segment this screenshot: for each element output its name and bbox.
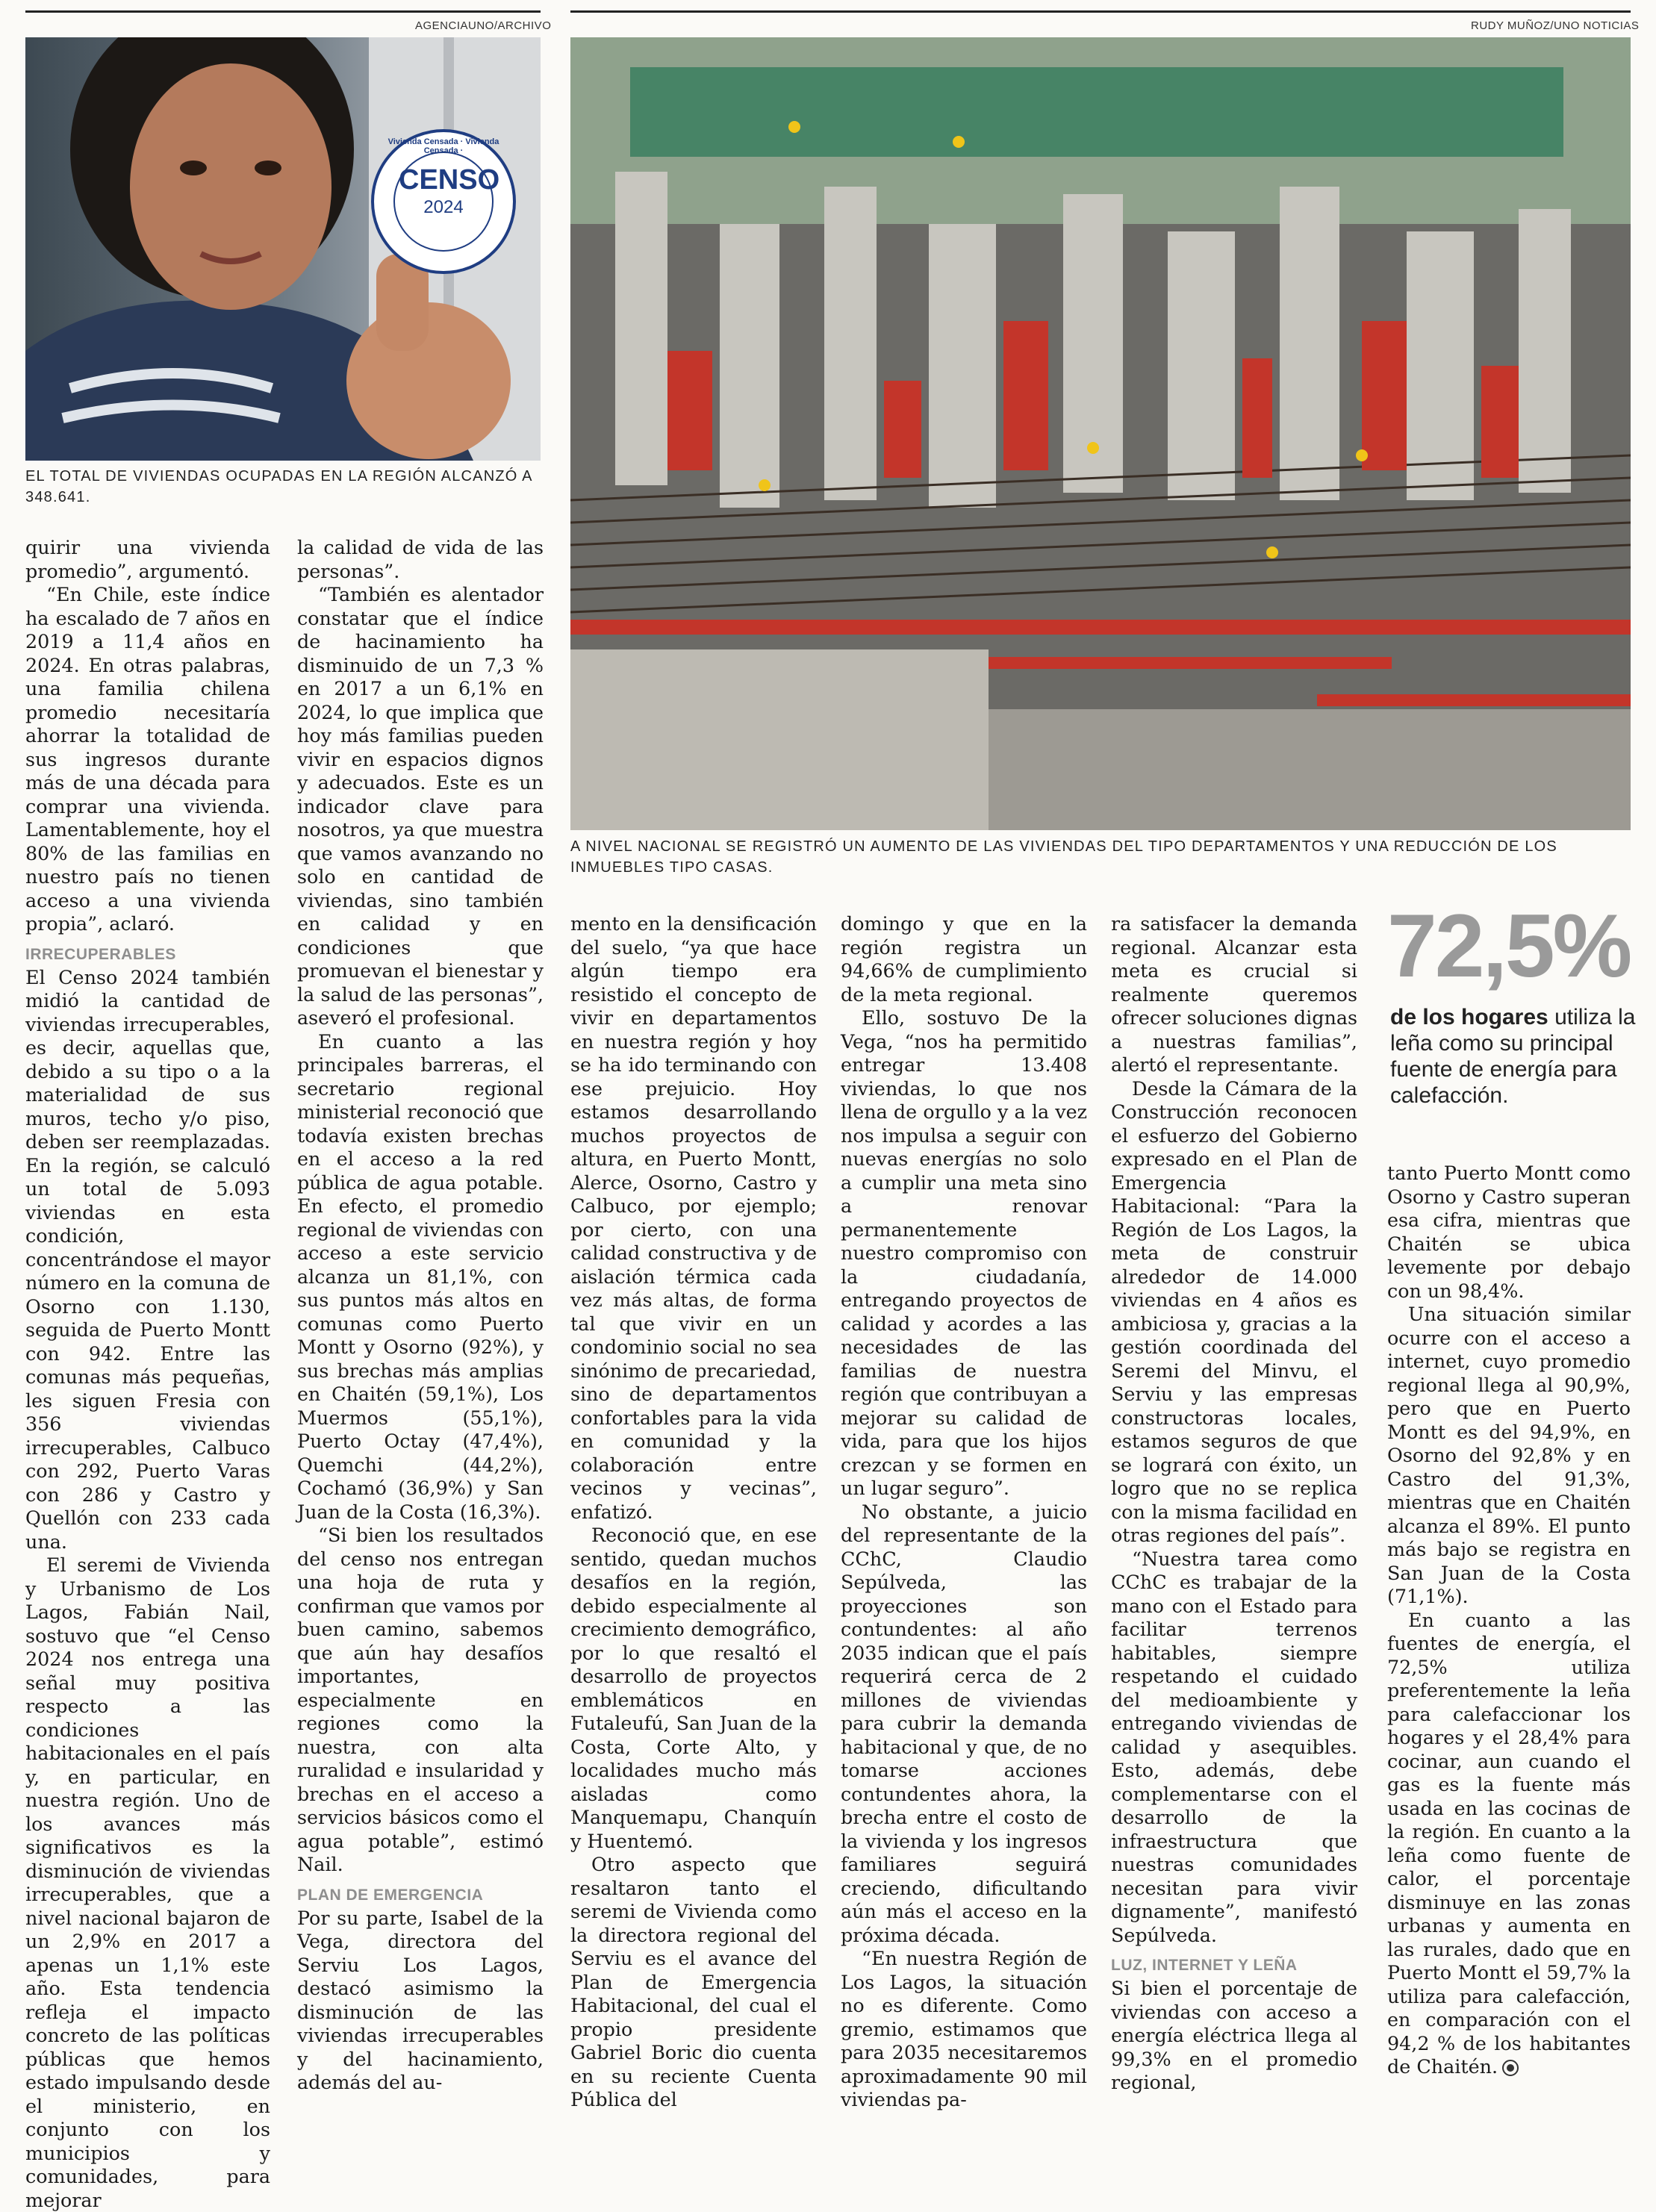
col1-paragraph: quirir una vivienda promedio”, argumentó. — [25, 536, 270, 582]
top-rule-right — [570, 10, 1631, 13]
top-rule-left — [25, 10, 541, 13]
photo-credit-right: RUDY MUÑOZ/UNO NOTICIAS — [1471, 19, 1640, 32]
col4-paragraph: domingo y que en la región registra un 94,66% de cumplimiento de la meta regional. — [841, 912, 1087, 1006]
census-photo-illustration — [25, 37, 541, 461]
col5-paragraph: “Nuestra tarea como CChC es trabajar de la mano con el Estado para facilitar terrenos habitables, siempre respetando el cuidado del medioambiente y entregando viviendas de calidad y asequibles. Esto, además, debe complementarse con el desarrollo de la infraestructura que nuestras comunidades necesitan para vivir dignamente”, manifestó Sepúlveda. — [1111, 1547, 1357, 1946]
col2-paragraph: “Si bien los resultados del censo nos entregan una hoja de ruta y confirman que vamos por buen camino, sabemos que aún hay desafíos importantes, especialmente en regiones como la nuestra, con alta ruralidad e insularidad y brechas en el acceso a servicios básicos como el agua potable”, estimó Nail. — [297, 1524, 544, 1875]
col3-paragraph: Otro aspecto que resaltaron tanto el seremi de Vivienda como la directora regional del Serviu es el avance del Plan de Emergencia Habitacional, del cual el propio presidente Gabriel Boric dio cuenta en su reciente Cuenta Pública del — [570, 1853, 817, 2110]
article-column-1 — [25, 536, 270, 2212]
col6-paragraph: tanto Puerto Montt como Osorno y Castro superan esa cifra, mientras que Chaitén se ubica levemente por debajo con un 98,4%. — [1387, 1162, 1631, 1302]
col1-paragraph: El seremi de Vivienda y Urbanismo de Los Lagos, Fabián Nail, sostuvo que “el Censo 2024 nos entrega una señal muy positiva respecto a las condiciones habitacionales en el país y, en particular, en nuestra región. Uno de los avances más significativos es la disminución de viviendas irrecuperables, que a nivel nacional bajaron de un 2,9% en 2017 a apenas un 1,1% este año. Esta tendencia refleja el impacto concreto de las políticas públicas que hemos estado impulsando desde el ministerio, en conjunto con los municipios y comunidades, para mejorar — [25, 1554, 270, 2211]
highlight-stat-rest: utiliza la leña como su principal fuente de energía para calefacción. — [1390, 1005, 1636, 1108]
col3-paragraph: mento en la densificación del suelo, “ya que hace algún tiempo era resistido el concepto de vivir en departamentos en nuestra región y hoy se ha ido terminando con ese prejuicio. Hoy estamos desarrollando muchos proyectos de altura, en Puerto Montt, Alerce, Osorno, Castro y Calbuco, por ejemplo; por cierto, con una calidad constructiva y de aislación térmica cada vez más altas, de forma tal que vivir en un condominio social no sea sinónimo de precariedad, sino de departamentos confortables para la vida en comunidad y la colaboración entre vecinos y vecinas”, enfatizó. — [570, 912, 817, 1523]
col2-paragraph: “También es alentador constatar que el índice de hacinamiento ha disminuido de un 7,3 % en 2017 a un 6,1% en 2024, lo que implica que hoy más familias pueden vivir en espacios dignos y adecuados. Este es un indicador clave para nosotros, ya que muestra que vamos avanzando no solo en cantidad de viviendas, sino también en calidad y en condiciones que promuevan el bienestar y la salud de las personas”, aseveró el profesional. — [297, 583, 544, 1029]
col6-paragraph — [1387, 1609, 1631, 2079]
col2-paragraph: Por su parte, Isabel de la Vega, directora del Serviu Los Lagos, destacó asimismo la disminución de las viviendas irrecuperables y del hacinamiento, además del au- — [297, 1906, 544, 2093]
col5-paragraph: ra satisfacer la demanda regional. Alcanzar esta meta es crucial si realmente queremos ofrecer soluciones dignas a nuestras familias”, alertó el representante. — [1111, 912, 1357, 1076]
col2-paragraph: la calidad de vida de las personas”. — [297, 536, 544, 582]
subhead-plan-de-emergencia: PLAN DE EMERGENCIA — [297, 1886, 484, 1904]
col4-paragraph: “En nuestra Región de Los Lagos, la situación no es diferente. Como gremio, estimamos que para 2035 necesitaremos aproximadamente 90 mil viviendas pa- — [841, 1947, 1087, 2110]
subhead-irrecuperables: IRRECUPERABLES — [25, 945, 176, 963]
sticker-title: CENSO — [399, 164, 500, 196]
sticker-year: 2024 — [423, 197, 464, 217]
highlight-stat-bold: de los hogares — [1390, 1005, 1548, 1029]
article-column-5 — [1111, 912, 1357, 2095]
col1-paragraph: “En Chile, este índice ha escalado de 7 años en 2019 a 11,4 años en 2024. En otras palabras, una familia chilena promedio necesitaría ahorrar la totalidad de sus ingresos durante más de una década para comprar una vivienda. Lamentablemente, hoy el 80% de las familias en nuestro país no tienen acceso a una vivienda propia”, aclaró. — [25, 583, 270, 935]
col2-paragraph: En cuanto a las principales barreras, el secretario regional ministerial reconoció que todavía existen brechas en el acceso a la red pública de agua potable. En efecto, el promedio regional de viviendas con acceso a este servicio alcanza un 81,1%, con sus puntos más altos en comunas como Puerto Montt y Osorno (92%), y sus brechas más amplias en Chaitén (59,1%), Los Muermos (55,1%), Puerto Octay (47,4%), Quemchi (44,2%), Cochamó (36,9%) y San Juan de la Costa (16,3%). — [297, 1029, 544, 1523]
col3-paragraph: Reconoció que, en ese sentido, quedan muchos desafíos en la región, debido especialmente al crecimiento demográfico, por lo que resaltó el desarrollo de proyectos emblemáticos en Futaleufú, San Juan de la Costa, Corte Alto, y localidades mucho más aisladas como Manquemapu, Chanquín y Huentemó. — [570, 1524, 817, 1852]
article-column-6 — [1387, 1162, 1631, 2079]
photo-credit-left: AGENCIAUNO/ARCHIVO — [415, 19, 552, 32]
highlight-stat-value: 72,5% — [1387, 896, 1631, 996]
end-of-article-icon — [1502, 2060, 1519, 2076]
col4-paragraph: Ello, sostuvo De la Vega, “nos ha permitido entregar 13.408 viviendas, lo que nos llena de orgullo y a la vez nos impulsa a seguir con nuevas energías no solo a cumplir una meta sino a renovar permanentemente nuestro compromiso con la ciudadanía, entregando proyectos de calidad y acordes a las necesidades de las familias de nuestra región que contribuyan a mejorar su calidad de vida, para que los hijos crezcan y se formen en un lugar seguro”. — [841, 1006, 1087, 1499]
col5-paragraph: Desde la Cámara de la Construcción reconocen el esfuerzo del Gobierno expresado en el Plan de Emergencia Habitacional: “Para la Región de Los Lagos, la meta de construir alrededor de 14.000 viviendas en 4 años es ambiciosa y, gracias a la gestión coordinada del Seremi del Minvu, el Serviu y las empresas constructoras locales, estamos seguros de que se logrará con éxito, un logro que no se replica con la misma facilidad en otras regiones del país”. — [1111, 1077, 1357, 1546]
col6-last-text: En cuanto a las fuentes de energía, el 72,5% utiliza preferentemente la leña para calefaccionar los hogares y el 28,4% para cocinar, aun cuando el gas es la fuente más usada en las cocinas de la región. En cuanto a la leña como fuente de calor, el porcentaje disminuye en las zonas urbanas y aumenta en las rurales, dado que en Puerto Montt el 59,7% la utiliza para calefacción, en comparación con el 94,2 % de los habitantes de Chaitén. — [1387, 1608, 1631, 2078]
article-column-2 — [297, 536, 544, 2095]
article-column-4 — [841, 912, 1087, 2112]
col1-paragraph: El Censo 2024 también midió la cantidad de viviendas irrecuperables, es decir, aquellas que, debido a su tipo o a la materialidad de sus muros, techo y/o piso, deben ser reemplazadas. En la región, se calculó un total de 5.093 viviendas en esta condición, concentrándose el mayor número en la comuna de Osorno con 1.130, seguida de Puerto Montt con 942. Entre las comunas más pequeñas, les siguen Fresia con 356 viviendas irrecuperables, Calbuco con 292, Puerto Varas con 286 y Castro y Quellón con 233 cada una. — [25, 965, 270, 1553]
caption-left-photo: EL TOTAL DE VIVIENDAS OCUPADAS EN LA REGIÓN ALCANZÓ A 348.641. — [25, 468, 532, 505]
col4-paragraph: No obstante, a juicio del representante de la CChC, Claudio Sepúlveda, las proyecciones son contundentes: al año 2035 indican que el país requerirá cerca de 2 millones de viviendas para cubrir la demanda habitacional y que, de no tomarse acciones contundentes ahora, la brecha entre el costo de la vivienda y los ingresos familiares seguirá creciendo, dificultando aún más el acceso en la próxima década. — [841, 1500, 1087, 1946]
highlight-stat-text — [1390, 1004, 1637, 1109]
construction-photo-illustration — [570, 37, 1631, 830]
col6-paragraph: Una situación similar ocurre con el acceso a internet, cuyo promedio regional llega al 90,9%, pero que en Puerto Montt es del 94,9%, en Osorno del 92,8% y en Castro del 91,3%, mientras que en Chaitén alcanza el 89%. El punto más bajo se registra en San Juan de la Costa (71,1%). — [1387, 1303, 1631, 1607]
col5-paragraph: Si bien el porcentaje de viviendas con acceso a energía eléctrica llega al 99,3% en el promedio regional, — [1111, 1977, 1357, 2093]
article-column-3 — [570, 912, 817, 2112]
construction-site-photo — [570, 37, 1631, 830]
census-sticker-photo — [25, 37, 541, 461]
caption-right-photo: A NIVEL NACIONAL SE REGISTRÓ UN AUMENTO DE LAS VIVIENDAS DEL TIPO DEPARTAMENTOS Y UNA REDUCCIÓN DE LOS INMUEBLES TIPO CASAS. — [570, 838, 1557, 876]
subhead-luz-internet-lena: LUZ, INTERNET Y LEÑA — [1111, 1957, 1298, 1974]
sticker-ring-text: Vivienda Censada · Vivienda Censada · — [387, 137, 499, 155]
